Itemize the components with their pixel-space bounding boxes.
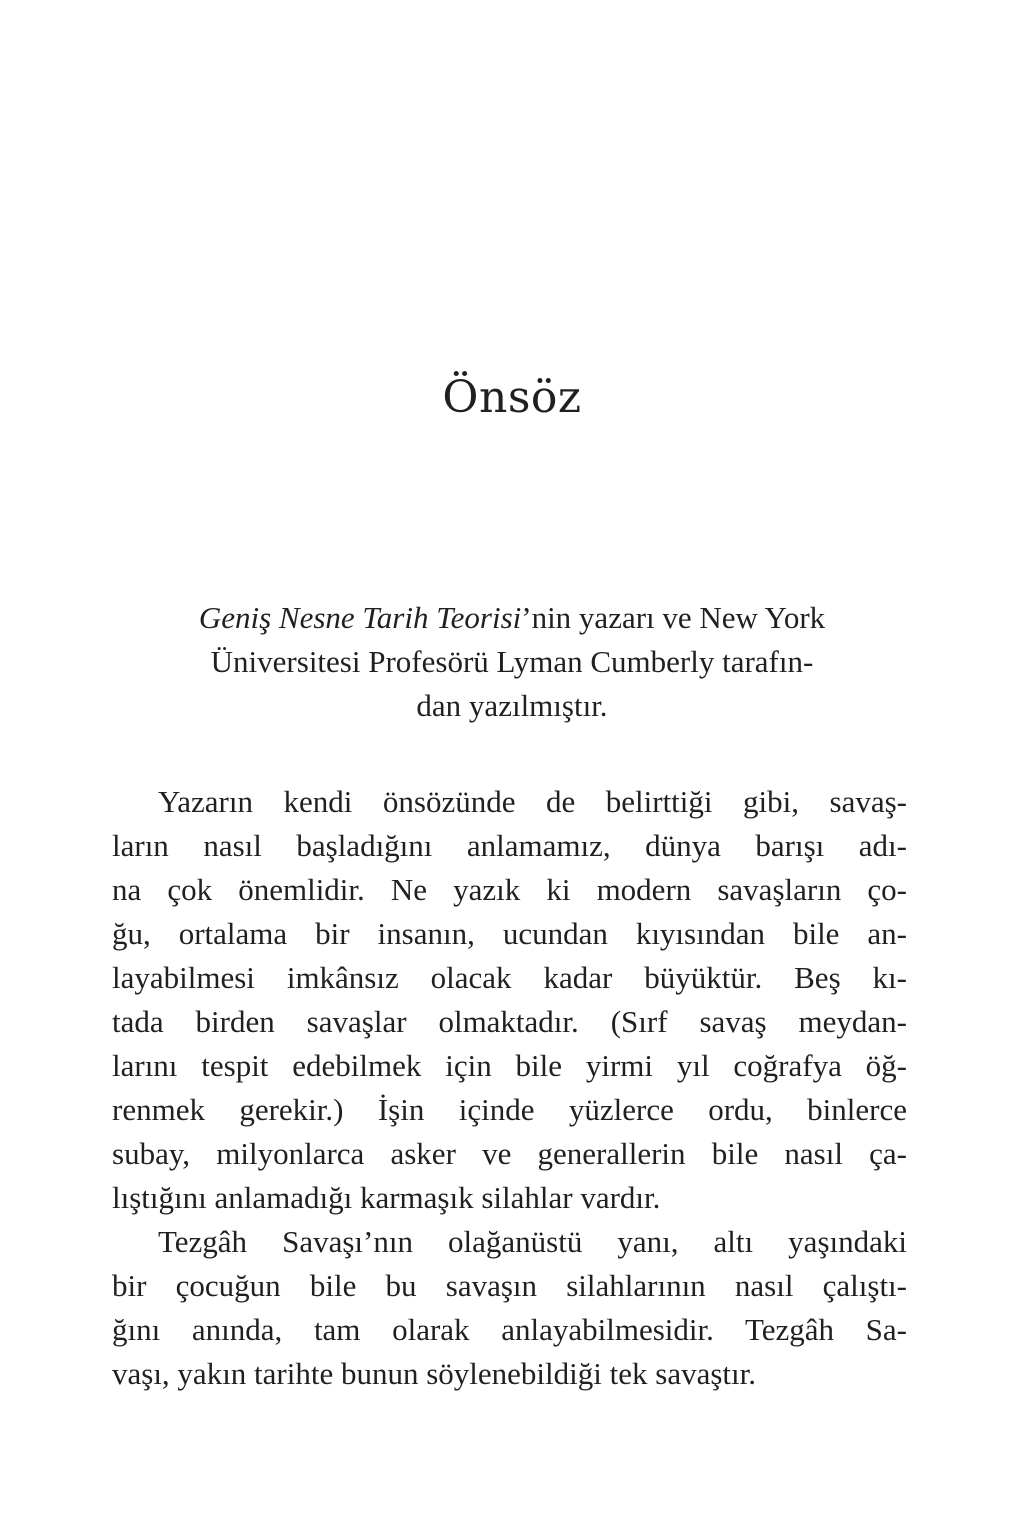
paragraph-line: lıştığını anlamadığı karmaşık silahlar vardır.: [112, 1180, 661, 1215]
epigraph-line-2: Üniversitesi Profesörü Lyman Cumberly tarafın-: [210, 644, 814, 679]
paragraph-line: na çok önemlidir. Ne yazık ki modern savaşların ço-: [112, 872, 907, 907]
chapter-title: Önsöz: [442, 372, 582, 423]
paragraph-line: bir çocuğun bile bu savaşın silahlarının nasıl çalıştı-: [112, 1268, 907, 1303]
epigraph: [120, 596, 904, 728]
paragraph-2: [112, 1220, 907, 1396]
paragraph-line: ğını anında, tam olarak anlayabilmesidir. Tezgâh Sa-: [112, 1312, 907, 1347]
epigraph-line-3: dan yazılmıştır.: [416, 688, 608, 723]
paragraph-line: Tezgâh Savaşı’nın olağanüstü yanı, altı yaşındaki: [158, 1224, 907, 1259]
paragraph-line: vaşı, yakın tarihte bunun söylenebildiği tek savaştır.: [112, 1356, 756, 1391]
paragraph-line: larını tespit edebilmek için bile yirmi yıl coğrafya öğ-: [112, 1048, 907, 1083]
paragraph-line: tada birden savaşlar olmaktadır. (Sırf savaş meydan-: [112, 1004, 907, 1039]
epigraph-book-title: Geniş Nesne Tarih Teorisi: [198, 600, 522, 635]
paragraph-1: [112, 780, 907, 1220]
paragraph-line: subay, milyonlarca asker ve generallerin bile nasıl ça-: [112, 1136, 907, 1171]
epigraph-line-1-rest: ’nin yazarı ve New York: [521, 600, 826, 635]
paragraph-line: Yazarın kendi önsözünde de belirttiği gibi, savaş-: [158, 784, 907, 819]
body-text: [112, 780, 907, 1396]
paragraph-line: ların nasıl başladığını anlamamız, dünya barışı adı-: [112, 828, 907, 863]
paragraph-line: layabilmesi imkânsız olacak kadar büyüktür. Beş kı-: [112, 960, 907, 995]
paragraph-line: ğu, ortalama bir insanın, ucundan kıyısından bile an-: [112, 916, 907, 951]
paragraph-line: renmek gerekir.) İşin içinde yüzlerce ordu, binlerce: [112, 1092, 907, 1127]
epigraph-line-1: [120, 596, 904, 640]
